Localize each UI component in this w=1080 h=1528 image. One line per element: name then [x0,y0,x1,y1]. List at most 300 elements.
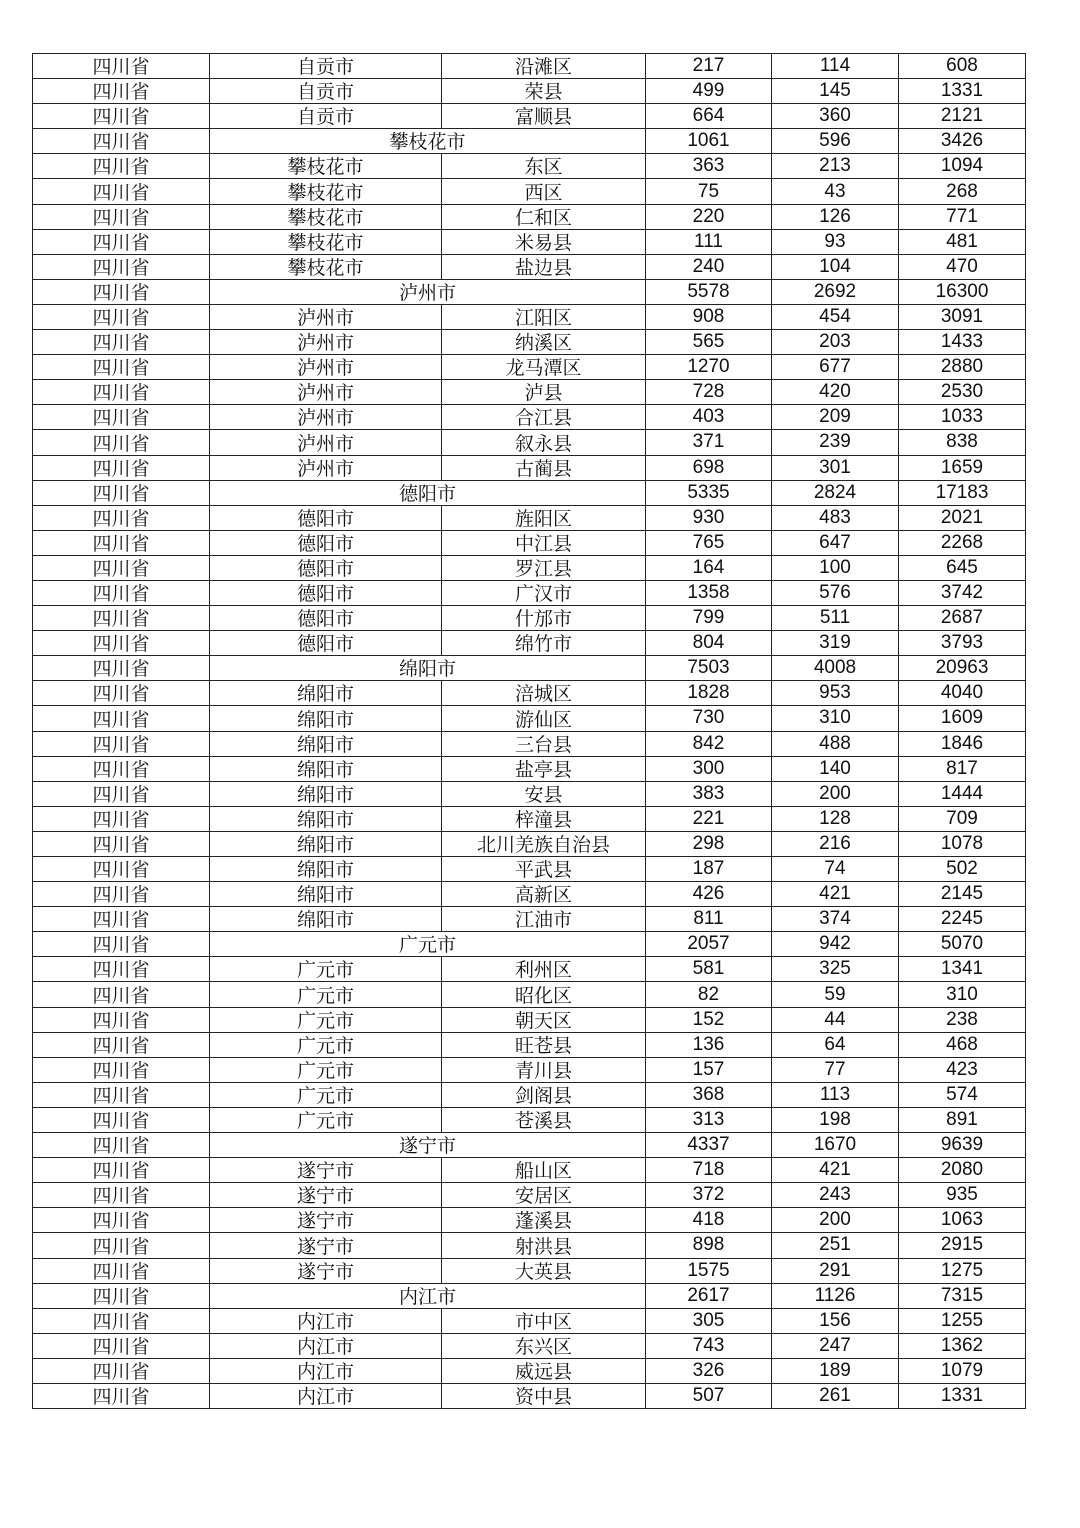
value-3-cell: 2880 [899,355,1026,380]
value-1-cell: 728 [646,380,772,405]
province-cell: 四川省 [33,1258,210,1283]
table-row [33,1107,1026,1132]
city-cell: 德阳市 [210,505,442,530]
value-2-cell: 360 [772,104,899,129]
value-1-cell: 811 [646,907,772,932]
city-cell: 泸州市 [210,430,442,455]
value-3-cell: 2245 [899,907,1026,932]
value-3-cell: 2687 [899,606,1026,631]
county-cell: 资中县 [442,1383,646,1408]
value-1-cell: 300 [646,756,772,781]
city-cell: 德阳市 [210,530,442,555]
table-row [33,681,1026,706]
city-cell: 绵阳市 [210,781,442,806]
county-cell: 合江县 [442,405,646,430]
value-3-cell: 502 [899,857,1026,882]
value-1-cell: 1575 [646,1258,772,1283]
province-cell: 四川省 [33,1308,210,1333]
value-1-cell: 403 [646,405,772,430]
province-cell: 四川省 [33,405,210,430]
county-cell: 中江县 [442,530,646,555]
value-2-cell: 596 [772,129,899,154]
value-2-cell: 647 [772,530,899,555]
city-cell: 绵阳市 [210,882,442,907]
province-cell: 四川省 [33,756,210,781]
province-cell: 四川省 [33,1283,210,1308]
table-row [33,1233,1026,1258]
table-row [33,882,1026,907]
province-cell: 四川省 [33,1358,210,1383]
value-1-cell: 7503 [646,656,772,681]
city-cell: 德阳市 [210,480,646,505]
county-cell: 三台县 [442,731,646,756]
province-cell: 四川省 [33,1208,210,1233]
value-1-cell: 5335 [646,480,772,505]
value-3-cell: 20963 [899,656,1026,681]
province-cell: 四川省 [33,380,210,405]
county-cell: 蓬溪县 [442,1208,646,1233]
city-cell: 泸州市 [210,355,442,380]
county-cell: 安县 [442,781,646,806]
city-cell: 绵阳市 [210,756,442,781]
city-cell: 自贡市 [210,54,442,79]
province-cell: 四川省 [33,1057,210,1082]
province-cell: 四川省 [33,179,210,204]
table-row [33,907,1026,932]
value-1-cell: 842 [646,731,772,756]
value-3-cell: 310 [899,982,1026,1007]
value-2-cell: 942 [772,932,899,957]
value-1-cell: 581 [646,957,772,982]
province-cell: 四川省 [33,631,210,656]
value-2-cell: 2692 [772,279,899,304]
value-3-cell: 423 [899,1057,1026,1082]
value-2-cell: 100 [772,555,899,580]
value-2-cell: 64 [772,1032,899,1057]
city-subtotal-row [33,932,1026,957]
value-3-cell: 817 [899,756,1026,781]
value-3-cell: 2915 [899,1233,1026,1258]
city-cell: 绵阳市 [210,706,442,731]
value-1-cell: 217 [646,54,772,79]
value-1-cell: 718 [646,1158,772,1183]
county-cell: 旺苍县 [442,1032,646,1057]
value-3-cell: 17183 [899,480,1026,505]
value-2-cell: 200 [772,781,899,806]
city-cell: 遂宁市 [210,1233,442,1258]
value-2-cell: 59 [772,982,899,1007]
city-cell: 内江市 [210,1358,442,1383]
table-row [33,330,1026,355]
value-1-cell: 298 [646,831,772,856]
city-cell: 广元市 [210,982,442,1007]
value-2-cell: 243 [772,1183,899,1208]
city-cell: 遂宁市 [210,1183,442,1208]
province-cell: 四川省 [33,304,210,329]
city-cell: 内江市 [210,1308,442,1333]
province-cell: 四川省 [33,1007,210,1032]
value-1-cell: 930 [646,505,772,530]
county-cell: 昭化区 [442,982,646,1007]
value-2-cell: 126 [772,204,899,229]
value-3-cell: 838 [899,430,1026,455]
city-cell: 广元市 [210,1057,442,1082]
province-cell: 四川省 [33,480,210,505]
county-cell: 北川羌族自治县 [442,831,646,856]
table-row [33,229,1026,254]
value-1-cell: 2057 [646,932,772,957]
province-cell: 四川省 [33,982,210,1007]
value-1-cell: 5578 [646,279,772,304]
province-cell: 四川省 [33,555,210,580]
county-cell: 盐亭县 [442,756,646,781]
value-1-cell: 221 [646,806,772,831]
value-3-cell: 1362 [899,1333,1026,1358]
value-2-cell: 1670 [772,1133,899,1158]
table-row [33,781,1026,806]
value-1-cell: 326 [646,1358,772,1383]
province-cell: 四川省 [33,932,210,957]
table-row [33,204,1026,229]
value-3-cell: 7315 [899,1283,1026,1308]
value-1-cell: 1061 [646,129,772,154]
province-cell: 四川省 [33,681,210,706]
city-cell: 自贡市 [210,104,442,129]
value-2-cell: 421 [772,1158,899,1183]
value-2-cell: 198 [772,1107,899,1132]
value-2-cell: 114 [772,54,899,79]
city-cell: 泸州市 [210,405,442,430]
city-cell: 泸州市 [210,279,646,304]
city-cell: 绵阳市 [210,857,442,882]
county-cell: 纳溪区 [442,330,646,355]
county-cell: 高新区 [442,882,646,907]
province-cell: 四川省 [33,1233,210,1258]
city-cell: 绵阳市 [210,731,442,756]
province-cell: 四川省 [33,455,210,480]
province-cell: 四川省 [33,1032,210,1057]
county-cell: 东兴区 [442,1333,646,1358]
value-3-cell: 1078 [899,831,1026,856]
table-row [33,631,1026,656]
value-3-cell: 2021 [899,505,1026,530]
city-cell: 德阳市 [210,606,442,631]
value-1-cell: 383 [646,781,772,806]
value-1-cell: 565 [646,330,772,355]
table-row [33,857,1026,882]
table-row [33,982,1026,1007]
county-cell: 涪城区 [442,681,646,706]
county-cell: 平武县 [442,857,646,882]
city-subtotal-row [33,656,1026,681]
value-2-cell: 953 [772,681,899,706]
value-2-cell: 216 [772,831,899,856]
value-3-cell: 481 [899,229,1026,254]
value-2-cell: 483 [772,505,899,530]
province-cell: 四川省 [33,530,210,555]
value-3-cell: 709 [899,806,1026,831]
province-cell: 四川省 [33,355,210,380]
value-2-cell: 93 [772,229,899,254]
city-cell: 攀枝花市 [210,204,442,229]
value-3-cell: 3091 [899,304,1026,329]
value-3-cell: 2080 [899,1158,1026,1183]
table-row [33,1082,1026,1107]
province-cell: 四川省 [33,857,210,882]
county-cell: 市中区 [442,1308,646,1333]
province-cell: 四川省 [33,1133,210,1158]
county-cell: 梓潼县 [442,806,646,831]
value-2-cell: 310 [772,706,899,731]
value-1-cell: 372 [646,1183,772,1208]
value-3-cell: 1033 [899,405,1026,430]
value-2-cell: 261 [772,1383,899,1408]
city-cell: 广元市 [210,1107,442,1132]
county-cell: 苍溪县 [442,1107,646,1132]
city-cell: 广元市 [210,1032,442,1057]
value-3-cell: 1444 [899,781,1026,806]
statistics-table [32,53,1026,1409]
table-row [33,1308,1026,1333]
value-3-cell: 238 [899,1007,1026,1032]
table-row [33,154,1026,179]
value-2-cell: 203 [772,330,899,355]
city-cell: 攀枝花市 [210,229,442,254]
value-2-cell: 200 [772,1208,899,1233]
table-row [33,731,1026,756]
value-2-cell: 239 [772,430,899,455]
value-2-cell: 576 [772,580,899,605]
province-cell: 四川省 [33,204,210,229]
province-cell: 四川省 [33,831,210,856]
table-row [33,1258,1026,1283]
city-cell: 绵阳市 [210,656,646,681]
city-cell: 攀枝花市 [210,154,442,179]
table-row [33,806,1026,831]
value-2-cell: 189 [772,1358,899,1383]
table-row [33,254,1026,279]
county-cell: 盐边县 [442,254,646,279]
table-row [33,1158,1026,1183]
value-3-cell: 1094 [899,154,1026,179]
county-cell: 米易县 [442,229,646,254]
city-cell: 泸州市 [210,330,442,355]
city-subtotal-row [33,1283,1026,1308]
value-1-cell: 743 [646,1333,772,1358]
province-cell: 四川省 [33,1107,210,1132]
table-row [33,580,1026,605]
county-cell: 西区 [442,179,646,204]
province-cell: 四川省 [33,882,210,907]
table-row [33,957,1026,982]
value-1-cell: 152 [646,1007,772,1032]
value-1-cell: 664 [646,104,772,129]
value-3-cell: 1079 [899,1358,1026,1383]
value-1-cell: 368 [646,1082,772,1107]
table-row [33,1333,1026,1358]
city-cell: 遂宁市 [210,1158,442,1183]
city-cell: 绵阳市 [210,831,442,856]
county-cell: 广汉市 [442,580,646,605]
value-3-cell: 16300 [899,279,1026,304]
value-3-cell: 3426 [899,129,1026,154]
value-1-cell: 75 [646,179,772,204]
province-cell: 四川省 [33,706,210,731]
table-row [33,1057,1026,1082]
city-subtotal-row [33,279,1026,304]
value-1-cell: 765 [646,530,772,555]
county-cell: 泸县 [442,380,646,405]
city-cell: 攀枝花市 [210,254,442,279]
value-3-cell: 1063 [899,1208,1026,1233]
province-cell: 四川省 [33,129,210,154]
province-cell: 四川省 [33,330,210,355]
table-row [33,1183,1026,1208]
value-3-cell: 2268 [899,530,1026,555]
county-cell: 古蔺县 [442,455,646,480]
county-cell: 威远县 [442,1358,646,1383]
county-cell: 利州区 [442,957,646,982]
value-3-cell: 2145 [899,882,1026,907]
value-1-cell: 799 [646,606,772,631]
table-row [33,355,1026,380]
value-3-cell: 1331 [899,1383,1026,1408]
city-cell: 绵阳市 [210,681,442,706]
county-cell: 东区 [442,154,646,179]
value-1-cell: 111 [646,229,772,254]
province-cell: 四川省 [33,656,210,681]
table-row [33,1032,1026,1057]
value-1-cell: 305 [646,1308,772,1333]
value-3-cell: 608 [899,54,1026,79]
value-1-cell: 730 [646,706,772,731]
table-row [33,555,1026,580]
value-1-cell: 507 [646,1383,772,1408]
table-row [33,505,1026,530]
city-cell: 泸州市 [210,455,442,480]
value-1-cell: 240 [646,254,772,279]
value-1-cell: 698 [646,455,772,480]
province-cell: 四川省 [33,229,210,254]
value-3-cell: 470 [899,254,1026,279]
value-3-cell: 2121 [899,104,1026,129]
value-2-cell: 128 [772,806,899,831]
city-cell: 绵阳市 [210,907,442,932]
province-cell: 四川省 [33,505,210,530]
value-1-cell: 426 [646,882,772,907]
county-cell: 绵竹市 [442,631,646,656]
table-row [33,104,1026,129]
city-cell: 攀枝花市 [210,179,442,204]
value-3-cell: 4040 [899,681,1026,706]
value-3-cell: 1609 [899,706,1026,731]
value-3-cell: 1255 [899,1308,1026,1333]
city-cell: 德阳市 [210,555,442,580]
county-cell: 剑阁县 [442,1082,646,1107]
value-1-cell: 363 [646,154,772,179]
value-2-cell: 420 [772,380,899,405]
table-row [33,606,1026,631]
city-subtotal-row [33,1133,1026,1158]
province-cell: 四川省 [33,606,210,631]
value-3-cell: 1433 [899,330,1026,355]
table-row [33,1383,1026,1408]
value-3-cell: 1275 [899,1258,1026,1283]
county-cell: 富顺县 [442,104,646,129]
city-cell: 广元市 [210,932,646,957]
province-cell: 四川省 [33,781,210,806]
value-2-cell: 113 [772,1082,899,1107]
value-2-cell: 454 [772,304,899,329]
county-cell: 旌阳区 [442,505,646,530]
value-3-cell: 891 [899,1107,1026,1132]
province-cell: 四川省 [33,806,210,831]
city-cell: 内江市 [210,1333,442,1358]
value-1-cell: 82 [646,982,772,1007]
value-3-cell: 468 [899,1032,1026,1057]
value-2-cell: 325 [772,957,899,982]
value-1-cell: 313 [646,1107,772,1132]
value-3-cell: 1846 [899,731,1026,756]
value-1-cell: 418 [646,1208,772,1233]
value-3-cell: 1341 [899,957,1026,982]
city-cell: 遂宁市 [210,1258,442,1283]
table-row [33,530,1026,555]
value-2-cell: 213 [772,154,899,179]
city-subtotal-row [33,129,1026,154]
value-2-cell: 319 [772,631,899,656]
value-1-cell: 4337 [646,1133,772,1158]
table-body [33,54,1026,1409]
table-row [33,179,1026,204]
county-cell: 罗江县 [442,555,646,580]
table-row [33,304,1026,329]
province-cell: 四川省 [33,957,210,982]
value-2-cell: 104 [772,254,899,279]
city-cell: 泸州市 [210,380,442,405]
table-row [33,380,1026,405]
city-cell: 遂宁市 [210,1133,646,1158]
value-1-cell: 1828 [646,681,772,706]
table-row [33,1208,1026,1233]
value-1-cell: 1358 [646,580,772,605]
table-row [33,831,1026,856]
value-2-cell: 1126 [772,1283,899,1308]
province-cell: 四川省 [33,580,210,605]
county-cell: 朝天区 [442,1007,646,1032]
county-cell: 龙马潭区 [442,355,646,380]
province-cell: 四川省 [33,54,210,79]
table-row [33,756,1026,781]
province-cell: 四川省 [33,279,210,304]
value-1-cell: 164 [646,555,772,580]
county-cell: 射洪县 [442,1233,646,1258]
value-2-cell: 74 [772,857,899,882]
value-1-cell: 371 [646,430,772,455]
value-3-cell: 268 [899,179,1026,204]
county-cell: 江油市 [442,907,646,932]
value-3-cell: 574 [899,1082,1026,1107]
value-1-cell: 804 [646,631,772,656]
city-cell: 德阳市 [210,631,442,656]
province-cell: 四川省 [33,79,210,104]
city-cell: 遂宁市 [210,1208,442,1233]
table-row [33,455,1026,480]
province-cell: 四川省 [33,430,210,455]
value-2-cell: 677 [772,355,899,380]
city-cell: 内江市 [210,1283,646,1308]
county-cell: 安居区 [442,1183,646,1208]
